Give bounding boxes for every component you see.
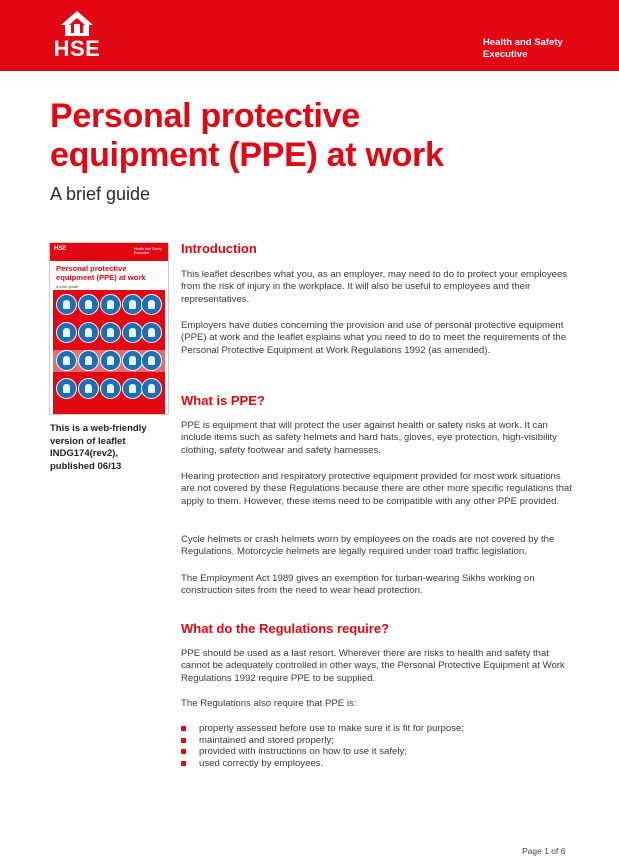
hearing-icon (56, 350, 77, 371)
intro-paragraph-2: Employers have duties concerning the provision and use of personal protective equipment (PPE) at work and the leaflet explains what you need to do to meet the requirements of the Personal Protective Equipment at Work Regulations 1992 (as amended). (181, 320, 567, 356)
page-title: Personal protective equipment (PPE) at work (50, 97, 444, 174)
helmet-icon (56, 294, 77, 315)
glove-icon (141, 378, 162, 399)
list-item: maintained and stored properly; (181, 735, 573, 747)
ppe-paragraph-1: PPE is equipment that will protect the user against health or safety risks at work. It can include items such as safety helmets and hard hats, gloves, eye protection, high-visibility clothing, safety footwear and safety harnesses. (181, 420, 557, 456)
regulations-paragraph-2: The Regulations also require that PPE is: (181, 698, 357, 709)
ppe-paragraph-3: Cycle helmets or crash helmets worn by employees on the roads are not covered by the Regulations. Motorcycle helmets are legally required under road traffic legislation. (181, 534, 555, 558)
goggles-icon (78, 294, 99, 315)
ear-defenders-icon (122, 294, 143, 315)
footwear-icon (122, 378, 143, 399)
cover-org: Health and Safety Executive (134, 247, 162, 255)
visor-icon (122, 350, 143, 371)
hi-vis-vest-icon (100, 378, 121, 399)
header-bar (0, 0, 619, 71)
regulations-paragraph-1: PPE should be used as a last resort. Wherever there are risks to health and safety that cannot be adequately controlled in other ways, the Personal Protective Equipment at Work Regulations 1992 require PPE to be supplied. (181, 648, 565, 684)
cover-logo: HSE (54, 246, 67, 252)
boots-icon (122, 322, 143, 343)
face-shield-icon (56, 322, 77, 343)
hse-house-logo-icon (52, 10, 102, 38)
cover-subtitle: A brief guide (56, 284, 79, 289)
bullet-square-icon (181, 749, 186, 754)
list-item: used correctly by employees. (181, 758, 573, 770)
heading-regulations: What do the Regulations require? (181, 621, 390, 636)
mask-icon (100, 294, 121, 315)
heading-introduction: Introduction (181, 241, 257, 256)
apron-icon (78, 350, 99, 371)
cover-header (50, 243, 168, 261)
safety-glasses-icon (141, 350, 162, 371)
hse-logo (52, 10, 102, 62)
web-version-note: This is a web-friendly version of leaflet INDG174(rev2), published 06/13 (50, 423, 147, 472)
respirator-icon (78, 322, 99, 343)
hse-logo-text: HSE (53, 36, 101, 61)
page-subtitle: A brief guide (50, 184, 151, 204)
hood-icon (78, 378, 99, 399)
bullet-square-icon (181, 738, 186, 743)
bullet-square-icon (181, 761, 186, 766)
cover-title: Personal protective equipment (PPE) at work (56, 264, 146, 282)
gloves-icon (141, 294, 162, 315)
list-item: provided with instructions on how to use it safely; (181, 746, 573, 758)
ppe-paragraph-4: The Employment Act 1989 gives an exemption for turban-wearing Sikhs working on construction sites from the need to wear head protection. (181, 573, 535, 597)
welding-mask-icon (56, 378, 77, 399)
bullet-square-icon (181, 726, 186, 731)
leaflet-cover-thumbnail (50, 243, 168, 414)
overalls-icon (100, 322, 121, 343)
cover-safety-icons (53, 290, 165, 414)
regulations-bullet-list (181, 723, 573, 769)
organisation-name: Health and Safety Executive (483, 37, 563, 60)
heading-what-is-ppe: What is PPE? (181, 393, 265, 408)
list-item: properly assessed before use to make sure it is fit for purpose; (181, 723, 573, 735)
intro-paragraph-1: This leaflet describes what you, as an employer, may need to do to protect your employees from the risk of injury in the workplace. It will also be useful to employees and their representatives. (181, 269, 568, 305)
page-number: Page 1 of 6 (522, 846, 566, 856)
hand-protection-icon (141, 322, 162, 343)
harness-icon (100, 350, 121, 371)
ppe-paragraph-2: Hearing protection and respiratory protective equipment provided for most work situations are not covered by these Regulations because there are other more specific regulations that apply to them. However, these items need to be compatible with any other PPE provided. (181, 471, 572, 507)
